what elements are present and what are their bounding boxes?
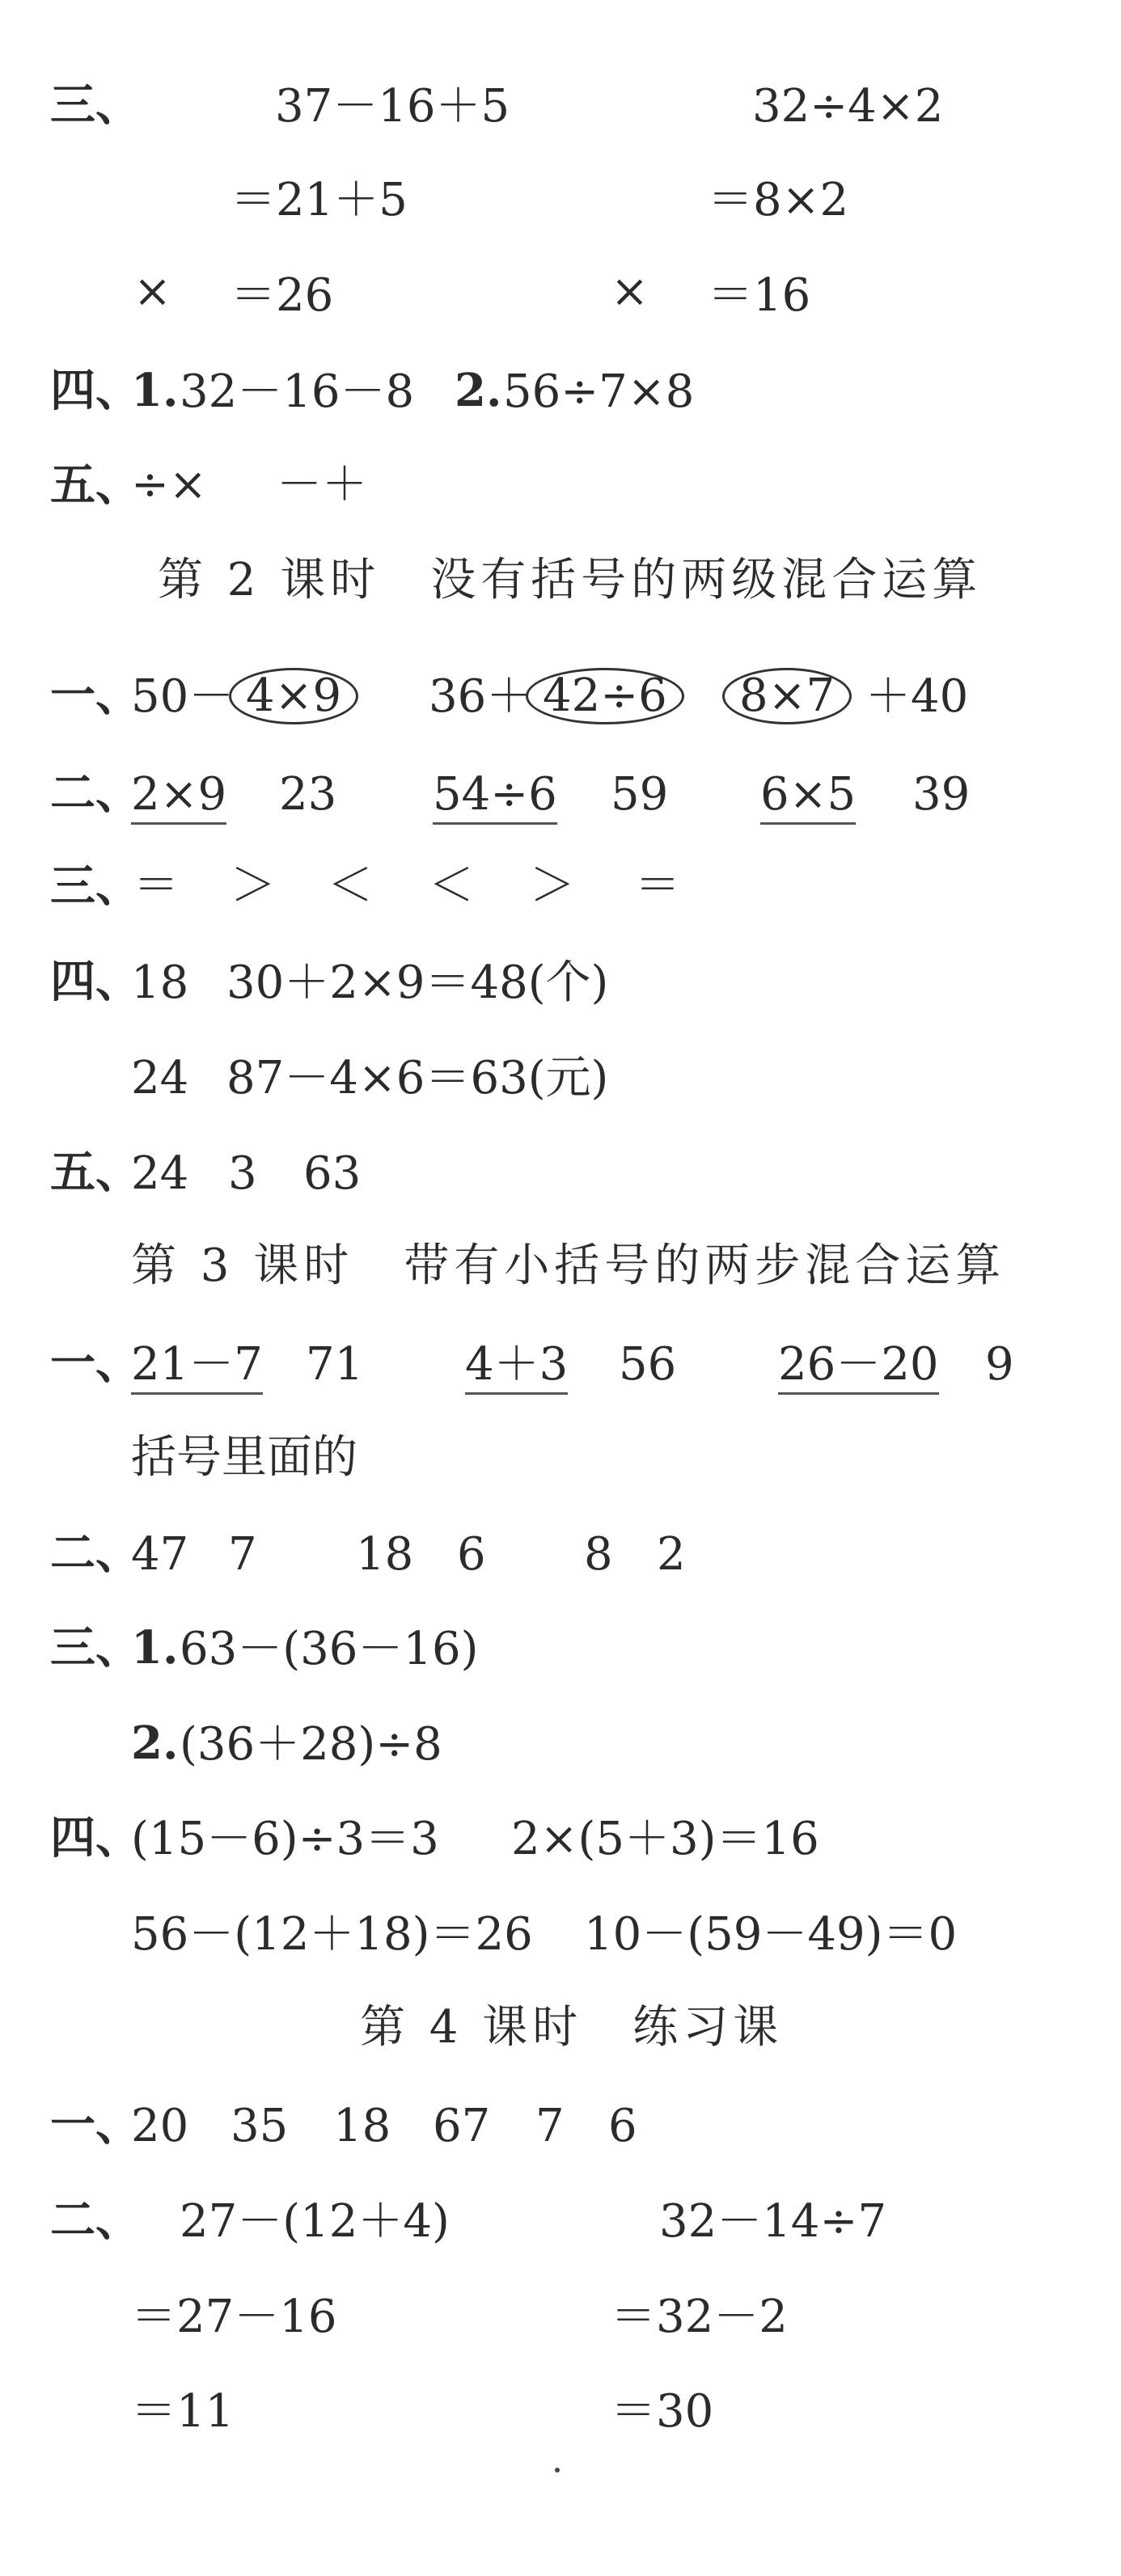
- expression-part: 50－: [131, 670, 235, 723]
- lesson-2-title: 第 2 课时 没有括号的两级混合运算: [158, 554, 983, 606]
- underlined-expression: 26－20: [778, 1342, 939, 1395]
- expression-right: 32÷4×2: [752, 80, 944, 133]
- comparison-mark: ＜: [328, 859, 373, 912]
- answer-value: 56: [619, 1338, 677, 1391]
- answer-value: 39: [912, 768, 971, 821]
- circled-answer: 42÷6: [526, 668, 684, 724]
- item-number-1: 1.: [131, 364, 179, 417]
- comparison-mark: ＜: [429, 859, 474, 912]
- result-left: ＝11: [131, 2385, 235, 2438]
- circled-answer: 8×7: [722, 668, 852, 724]
- answer-value: 3: [228, 1147, 257, 1200]
- section-1-label: 一、: [50, 1337, 141, 1390]
- wrong-mark-right: ×: [611, 265, 649, 318]
- answer-value: 20: [131, 2100, 189, 2152]
- section-3-label: 三、: [50, 78, 141, 132]
- underlined-expression: 21－7: [131, 1342, 263, 1395]
- result-left: ＝26: [231, 269, 334, 322]
- underlined-expression: 4＋3: [465, 1342, 568, 1395]
- expression-right: 32－14÷7: [659, 2195, 887, 2248]
- step-left: ＝21＋5: [231, 174, 408, 226]
- lesson-3-title: 第 3 课时 带有小括号的两步混合运算: [131, 1239, 1006, 1292]
- answer-value: 18: [333, 2100, 391, 2152]
- answer-value: 9: [985, 1338, 1014, 1391]
- answer-2: 56÷7×8: [503, 365, 695, 418]
- comparison-mark: ＞: [530, 859, 575, 912]
- step-right: ＝8×2: [708, 174, 849, 226]
- section-1-label: 一、: [50, 2098, 141, 2152]
- step-left: ＝27－16: [131, 2291, 337, 2343]
- answer-value: 7: [535, 2100, 565, 2152]
- lesson-4-title: 第 4 课时 练习课: [360, 2001, 784, 2054]
- step-right: ＝32－2: [611, 2291, 788, 2343]
- result-right: ＝16: [708, 269, 811, 322]
- operator-answer-1: ÷×: [131, 458, 207, 511]
- answer-value: 6: [608, 2100, 637, 2152]
- section-2-label: 二、: [50, 2194, 141, 2247]
- underlined-expression: 6×5: [760, 772, 856, 825]
- answer-value: 63: [303, 1147, 362, 1200]
- expression-part: 36＋: [429, 670, 532, 723]
- answer-value: 23: [279, 768, 337, 821]
- answer-note: 括号里面的: [131, 1431, 357, 1484]
- item-number-1: 1.: [131, 1621, 179, 1674]
- comparison-mark: ＞: [231, 859, 276, 912]
- equation: 87－4×6＝63(元): [226, 1052, 609, 1104]
- comparison-mark: ＝: [635, 859, 680, 912]
- answer-value: 24: [131, 1147, 189, 1200]
- answer-value: 18: [356, 1528, 414, 1581]
- answer-value: 8: [584, 1528, 613, 1581]
- answer-value: 71: [306, 1338, 364, 1391]
- item-number-2: 2.: [131, 1717, 179, 1770]
- expression-left: 27－(12＋4): [180, 2195, 450, 2248]
- section-3-label: 三、: [50, 1621, 141, 1674]
- section-4-label: 四、: [50, 364, 141, 417]
- equation: 30＋2×9＝48(个): [226, 956, 609, 1009]
- comparison-mark: ＝: [133, 859, 179, 912]
- answer-value: 18: [131, 956, 189, 1009]
- answer-value: 7: [228, 1528, 257, 1581]
- wrong-mark-left: ×: [133, 265, 171, 318]
- section-3-label: 三、: [50, 859, 141, 913]
- answer-value: 67: [433, 2100, 491, 2152]
- section-2-label: 二、: [50, 766, 141, 820]
- answer-value: 59: [611, 768, 669, 821]
- section-4-label: 四、: [50, 955, 141, 1008]
- section-1-label: 一、: [50, 669, 141, 722]
- equation: 56－(12＋18)＝26: [131, 1908, 533, 1961]
- answer-2: (36＋28)÷8: [180, 1718, 442, 1771]
- answer-value: 6: [457, 1528, 486, 1581]
- circled-answer: 4×9: [229, 668, 358, 724]
- underlined-expression: 2×9: [131, 772, 226, 825]
- item-number-2: 2.: [455, 364, 502, 417]
- answer-value: 2: [657, 1528, 686, 1581]
- answer-value: 24: [131, 1052, 189, 1104]
- section-5-label: 五、: [50, 458, 141, 512]
- section-4-label: 四、: [50, 1811, 141, 1864]
- expression-left: 37－16＋5: [275, 80, 510, 133]
- page-dot: [555, 2468, 560, 2473]
- expression-part: ＋40: [865, 670, 969, 723]
- operator-answer-2: －＋: [277, 458, 367, 511]
- result-right: ＝30: [611, 2385, 714, 2438]
- answer-value: 35: [231, 2100, 289, 2152]
- section-2-label: 二、: [50, 1527, 141, 1580]
- section-5-label: 五、: [50, 1146, 141, 1199]
- equation: (15－6)÷3＝3: [131, 1813, 439, 1865]
- equation: 2×(5＋3)＝16: [511, 1813, 819, 1865]
- answer-1: 63－(36－16): [180, 1623, 479, 1675]
- answer-1: 32－16－8: [180, 365, 415, 418]
- answer-value: 47: [131, 1528, 189, 1581]
- equation: 10－(59－49)＝0: [584, 1908, 958, 1961]
- underlined-expression: 54÷6: [433, 772, 557, 825]
